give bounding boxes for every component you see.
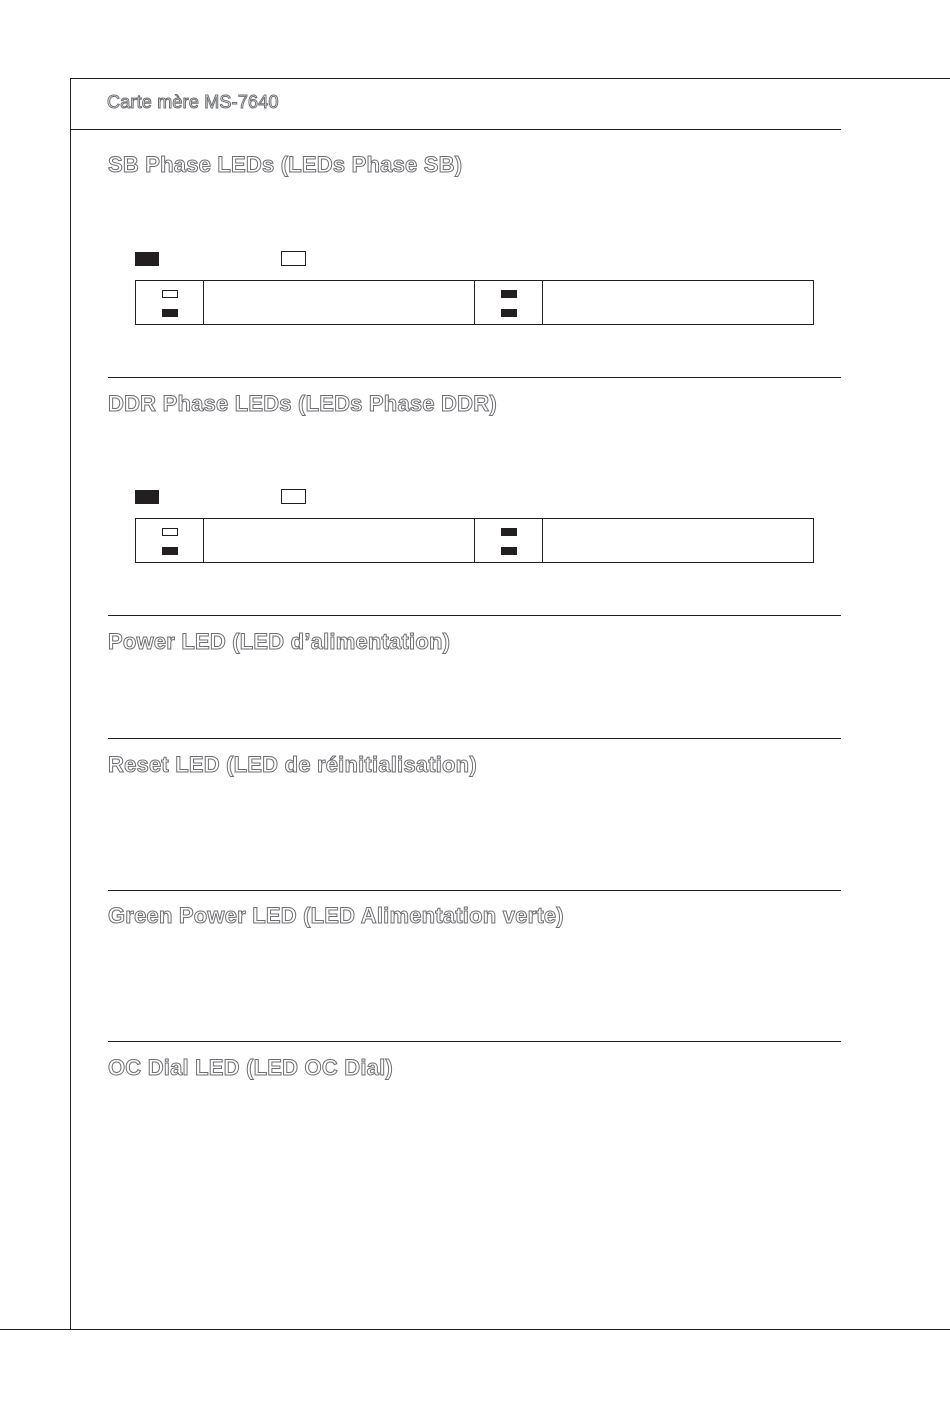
led-indicator-on: [501, 547, 517, 555]
section-title-oc-dial-led: OC Dial LED (LED OC Dial): [108, 1055, 393, 1080]
section-rule: [108, 615, 841, 616]
led-indicator-on: [501, 290, 517, 298]
header-rule: [70, 129, 841, 130]
ddr-phase-led-table: [135, 518, 814, 563]
running-head: Carte mère MS-7640: [107, 92, 279, 112]
page-frame-top: [70, 78, 950, 79]
table-divider: [203, 281, 204, 324]
legend-led-on: [135, 490, 159, 504]
table-divider: [474, 281, 475, 324]
section-title-ddr-phase: DDR Phase LEDs (LEDs Phase DDR): [108, 391, 497, 416]
section-rule: [108, 1041, 841, 1042]
section-title-green-power-led: Green Power LED (LED Alimentation verte): [108, 903, 564, 928]
section-rule: [108, 890, 841, 891]
table-divider: [203, 519, 204, 562]
legend-led-off: [281, 251, 306, 266]
section-title-power-led: Power LED (LED d’alimentation): [108, 629, 451, 654]
led-indicator-on: [501, 309, 517, 317]
legend-led-off: [281, 489, 306, 504]
page-frame-left: [70, 78, 71, 1330]
table-divider: [542, 519, 543, 562]
table-divider: [474, 519, 475, 562]
led-indicator-on: [162, 309, 178, 317]
section-title-reset-led: Reset LED (LED de réinitialisation): [108, 752, 477, 777]
page-frame-bottom: [0, 1329, 950, 1330]
led-indicator-on: [501, 528, 517, 536]
led-indicator-on: [162, 547, 178, 555]
legend-led-on: [135, 252, 159, 266]
led-indicator-off: [162, 290, 178, 298]
led-indicator-off: [162, 528, 178, 536]
section-title-sb-phase: SB Phase LEDs (LEDs Phase SB): [108, 152, 463, 177]
table-divider: [542, 281, 543, 324]
section-rule: [108, 377, 841, 378]
sb-phase-led-table: [135, 280, 814, 325]
section-rule: [108, 738, 841, 739]
